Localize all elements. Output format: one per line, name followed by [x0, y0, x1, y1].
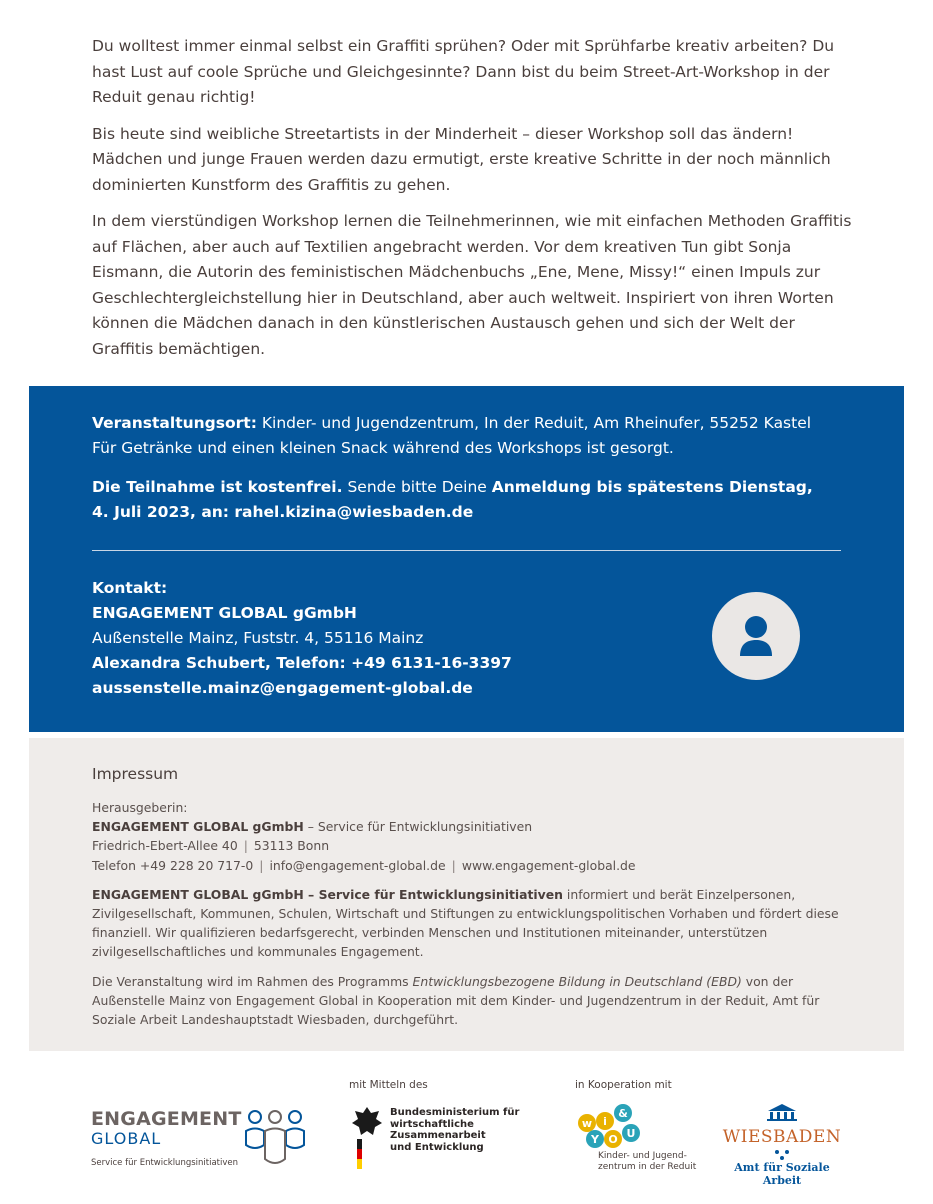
- program-paragraph: [92, 972, 844, 1030]
- register-email: 4. Juli 2023, an: rahel.kizina@wiesbaden.de: [92, 503, 474, 521]
- about-bold: ENGAGEMENT GLOBAL gGmbH – Service für Entwicklungsinitiativen: [92, 886, 563, 902]
- event-details: [92, 411, 842, 525]
- wy-line-1: Kinder- und Jugend-: [598, 1151, 687, 1161]
- venue-label: Veranstaltungsort:: [92, 414, 257, 432]
- impressum-section: [29, 738, 904, 1051]
- wy-line-2: zentrum in der Reduit: [598, 1162, 697, 1172]
- wiesbaden-name: WIESBADEN: [722, 1127, 842, 1147]
- contact-block: [92, 576, 652, 701]
- wy-letter-1: w: [581, 1117, 593, 1130]
- publisher-block: Herausgeberin: ENGAGEMENT GLOBAL gGmbH – Service für Entwicklungsinitiativen Friedrich-Ebert-Allee 40 | 53113 Bonn Telefon +49 228 20 717-0 | info@engagement-global.de | www.engagement-global.de: [92, 800, 636, 873]
- publisher-phone: Telefon +49 228 20 717-0: [92, 857, 254, 873]
- register-text: Sende bitte Deine: [347, 478, 487, 496]
- wy-text: [598, 1151, 696, 1173]
- publisher-org-rest: – Service für Entwicklungsinitiativen: [303, 819, 533, 835]
- eg-word-1: ENGAGEMENT: [91, 1108, 242, 1130]
- snack-line: Für Getränke und einen kleinen Snack während des Workshops ist gesorgt.: [92, 439, 674, 457]
- wi-and-you-logo: [575, 1101, 645, 1151]
- intro-paragraph-3: In dem vierstündigen Workshop lernen die Teilnehmerinnen, wie mit einfachen Methoden Graffitis auf Flächen, aber auch auf Textilien angebracht werden. Vor dem kreativen Tun gibt Sonja Eismann, die Autorin des feministischen Mädchenbuchs „Ene, Mene, Missy!“ einen Impuls zur Geschlechtergleichstellung hier in Deutschland, aber auch weltweit. Inspiriert von ihren Worten können die Mädchen danach in den künstlerischen Austausch gehen und sich der Welt der Graffitis bemächtigen.: [92, 212, 852, 358]
- people-group-icon: [243, 1109, 307, 1171]
- impressum-title: Impressum: [92, 765, 179, 783]
- wiesbaden-sub: Amt für Soziale Arbeit: [734, 1161, 830, 1187]
- publisher-web[interactable]: www.engagement-global.de: [461, 857, 636, 873]
- venue-line: [92, 411, 842, 436]
- engagement-global-logo: [91, 1109, 242, 1168]
- intro-paragraph-2: Bis heute sind weibliche Streetartists in der Minderheit – dieser Workshop soll das ändern! Mädchen und junge Frauen werden dazu ermutigt, erste kreative Schritte in der noch männlich dominierten Kunstform des Graffitis zu gehen.: [92, 124, 831, 194]
- publisher-label: Herausgeberin:: [92, 800, 188, 815]
- registration-email-line: [92, 500, 842, 525]
- wy-letter-2: i: [603, 1115, 607, 1128]
- about-paragraph: [92, 885, 844, 962]
- publisher-email[interactable]: info@engagement-global.de: [269, 857, 446, 873]
- publisher-city: 53113 Bonn: [253, 838, 330, 854]
- cooperation-caption: in Kooperation mit: [575, 1079, 672, 1091]
- wy-letter-6: U: [626, 1127, 636, 1140]
- contact-address: Außenstelle Mainz, Fuststr. 4, 55116 Mainz: [92, 629, 424, 647]
- contact-email[interactable]: aussenstelle.mainz@engagement-global.de: [92, 679, 473, 697]
- lilies-icon: [772, 1149, 792, 1161]
- about-rest: informiert und berät Einzelpersonen, Zivilgesellschaft, Kommunen, Schulen, Wirtschaft und Stiftungen zu entwicklungspolitischen Vorhaben und fördert diese finanziell. Wir qualifizieren bedarfsgerecht, verbinden Menschen und Institutionen miteinander, unterstützen zivilgesellschaftliches und kommunales Engagement.: [92, 886, 839, 960]
- bmz-line-2: wirtschaftliche Zusammenarbeit: [390, 1118, 486, 1141]
- publisher-org: ENGAGEMENT GLOBAL gGmbH: [92, 819, 304, 835]
- building-icon: [762, 1103, 802, 1121]
- intro-paragraph-1: Du wolltest immer einmal selbst ein Graffiti sprühen? Oder mit Sprühfarbe kreativ arbeiten? Du hast Lust auf coole Sprüche und Gleichgesinnte? Dann bist du beim Street-Art-Workshop in der Reduit genau richtig!: [92, 37, 835, 106]
- contact-person: Alexandra Schubert, Telefon: +49 6131-16-3397: [92, 654, 512, 672]
- wiesbaden-logo: [717, 1103, 847, 1187]
- free-label: Die Teilnahme ist kostenfrei.: [92, 478, 343, 496]
- program-text-a: Die Veranstaltung wird im Rahmen des Programms: [92, 973, 413, 989]
- bmz-line-1: Bundesministerium für: [390, 1107, 520, 1118]
- eg-tagline: Service für Entwicklungsinitiativen: [91, 1158, 239, 1168]
- divider: [92, 550, 841, 551]
- venue-text: Kinder- und Jugendzentrum, In der Reduit, Am Rheinufer, 55252 Kastel: [261, 414, 812, 432]
- eg-word-2: GLOBAL: [91, 1129, 162, 1148]
- registration-line: [92, 475, 842, 500]
- contact-org: ENGAGEMENT GLOBAL gGmbH: [92, 604, 357, 622]
- intro-text: [92, 34, 852, 373]
- wy-letter-5: O: [608, 1133, 618, 1146]
- program-text-b: von der Außenstelle Mainz von Engagement Global in Kooperation mit dem Kinder- und Jugendzentrum in der Reduit, Amt für Soziale Arbeit Landeshauptstadt Wiesbaden, durchgeführt.: [92, 973, 820, 1028]
- wy-letter-4: Y: [591, 1133, 599, 1146]
- bmz-line-3: und Entwicklung: [390, 1141, 484, 1153]
- federal-eagle-icon: [349, 1105, 385, 1171]
- logo-footer: [0, 1051, 933, 1204]
- funding-caption: mit Mitteln des: [349, 1079, 428, 1091]
- program-name: Entwicklungsbezogene Bildung in Deutschland (EBD): [412, 973, 742, 989]
- avatar: [712, 592, 800, 680]
- register-deadline: Anmeldung bis spätestens Dienstag,: [491, 478, 813, 496]
- wy-letter-3: &: [618, 1107, 628, 1120]
- event-info-box: [29, 386, 904, 732]
- publisher-street: Friedrich-Ebert-Allee 40: [92, 838, 238, 854]
- contact-label: Kontakt:: [92, 579, 168, 597]
- person-icon: [712, 592, 800, 680]
- bmz-text: [390, 1107, 540, 1153]
